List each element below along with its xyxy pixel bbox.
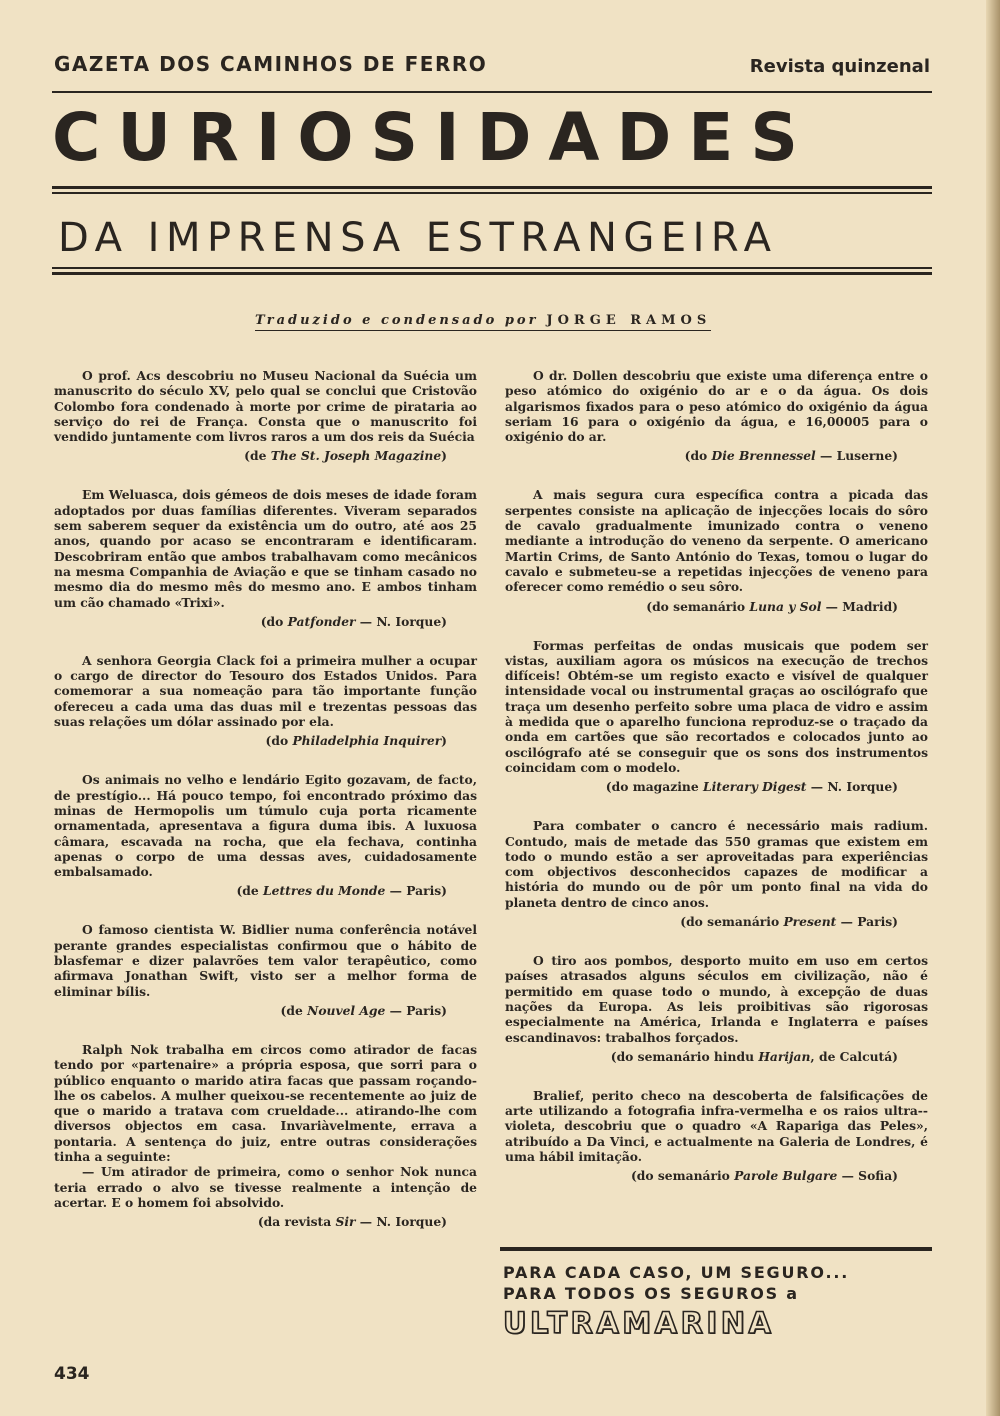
byline	[255, 313, 711, 331]
news-item	[54, 1042, 477, 1230]
item-text: Ralph Nok trabalha em circos como atirador de facas tendo por «partenaire» a própria esposa, que sorri para o público enquanto o marido atira facas que passam roçando-lhe os cabelos. A mulher queixou-se recentemente ao juiz de que o marido a tratava com crueldade... atirando-lhe com diversos objectos em casa. Invariàvelmente, errava a pontaria. A sentença do juiz, entre outras considerações tinha a seguinte:	[54, 1041, 477, 1164]
news-item	[54, 922, 477, 1018]
item-text: Formas perfeitas de ondas musicais que podem ser vistas, auxiliam agora os músicos na execução de trechos difíceis! Obtém-se um registo exacto e visível de qualquer intensidade vocal ou instrumental graças ao oscilógrafo que traça um desenho perfeito sobre uma placa de vidro e assim à medida que o aparelho funciona reproduz-se o traçado da onda em cartões que são recortados e colocados junto ao oscilógrafo até se conseguir que os sons dos instrumentos coincidam com o modelo.	[505, 637, 928, 775]
right-column	[505, 368, 928, 1207]
news-item	[54, 772, 477, 899]
item-text: A senhora Georgia Clack foi a primeira mulher a ocupar o cargo de director do Tesouro dos Estados Unidos. Para comemorar a sua nomeação para tão importante função ofereceu a cada uma das duas mil e trezentas pessoas das suas relações um dólar assinado por ela.	[54, 652, 477, 730]
advert-brand-logo: ULTRAMARINA	[503, 1306, 775, 1340]
item-text: A mais segura cura específica contra a picada das serpentes consiste na aplicação de injecções locais do sôro de cavalo gradualmente imunizado contra o veneno mediante a introdução do veneno da serpente. O americano Martin Crims, de Santo António do Texas, tomou o lugar do cavalo e submeteu-se a repetidas injecções de veneno para oferecer como remédio o seu sôro.	[505, 487, 928, 595]
title-rule-top	[52, 91, 932, 93]
title-rule-bottom	[52, 267, 932, 269]
item-source: (do semanário hindu Harijan, de Calcutá)	[610, 1048, 898, 1064]
news-item	[505, 818, 928, 930]
news-item	[505, 1088, 928, 1184]
byline-prefix: Traduzido e condensado por	[255, 313, 539, 328]
news-item	[54, 368, 477, 464]
item-source: (de Nouvel Age — Paris)	[280, 1002, 447, 1018]
item-source: (de The St. Joseph Magazine)	[244, 448, 447, 464]
item-dialogue: — Um atirador de primeira, como o senhor Nok nunca teria errado o alvo se tivesse realmente a intenção de acertar. E o homem foi absolvido.	[54, 1164, 477, 1210]
item-source: (do semanário Parole Bulgare — Sofia)	[630, 1168, 898, 1184]
item-text: O famoso cientista W. Bidlier numa conferência notável perante grandes especialistas confirmou que o hábito de blasfemar e dizer palavrões tem valor terapêutico, como afirmava Jonathan Swift, visto ser a melhor forma de eliminar bílis.	[54, 922, 477, 999]
item-text: Para combater o cancro é necessário mais radium. Contudo, mais de metade das 550 gramas que existem em todo o mundo estão a ser aproveitadas para experiências com objectivos desconhecidos capazes de modificar a história do mundo ou de pôr um ponto final na vida do planeta dentro de cinco anos.	[505, 818, 928, 910]
title-rule-middle	[52, 186, 932, 189]
page-edge	[986, 0, 1000, 1416]
advert-line-1: PARA CADA CASO, UM SEGURO...	[503, 1263, 850, 1282]
news-item	[54, 653, 477, 749]
news-item	[505, 368, 928, 464]
item-text: Em Weluasca, dois gémeos de dois meses de idade foram adoptados por duas famílias diferentes. Viveram separados sem saberem sequer da existência um do outro, até aos 25 anos, quando por acaso se encontraram e identificaram. Descobriram então que ambos trabalhavam como mecânicos na mesma Companhia de Aviação e que se tinham casado no mesmo dia do mesmo mês do mesmo ano. E ambos tinham um cão chamado «Trixi».	[54, 487, 477, 610]
publication-frequency: Revista quinzenal	[749, 56, 930, 77]
section-subtitle: DA IMPRENSA ESTRANGEIRA	[58, 215, 778, 261]
item-source: (da revista Sir — N. Iorque)	[257, 1214, 447, 1230]
section-title: CURIOSIDADES	[52, 99, 815, 176]
item-source: (do Philadelphia Inquirer)	[265, 733, 447, 749]
advert-line-2: PARA TODOS OS SEGUROS a	[503, 1284, 799, 1303]
item-text: O tiro aos pombos, desporto muito em uso em certos países atrasados alguns séculos em civilização, não é permitido em quase todo o mundo, à excepção de duas nações da Europa. As leis proibitivas são rigorosas especialmente na América, Irlanda e Inglaterra e países escandinavos: trabalhos forçados.	[505, 953, 928, 1045]
item-source: (do magazine Literary Digest — N. Iorque)	[605, 779, 898, 795]
item-source: (do semanário Present — Paris)	[680, 914, 898, 930]
news-item	[505, 953, 928, 1065]
left-column	[54, 368, 477, 1253]
item-source: (do semanário Luna y Sol — Madrid)	[646, 598, 898, 614]
news-item	[54, 487, 477, 629]
item-text: Bralief, perito checo na descoberta de falsificações de arte utilizando a fotografia infra-vermelha e os raios ultra--violeta, descobriu que o quadro «A Rapariga das Peles», atribuído a Da Vinci, e actualmente na Galeria de Londres, é uma hábil imitação.	[505, 1087, 928, 1164]
news-item	[505, 638, 928, 796]
byline-author: JORGE RAMOS	[546, 313, 712, 328]
item-text: O prof. Acs descobriu no Museu Nacional da Suécia um manuscrito do século XV, pelo qual se conclui que Cristovão Colombo fora condenado à morte por crime de pirataria ao serviço do rei de França. Consta que o manuscrito foi vendido juntamente com livros raros a um dos reis da Suécia	[54, 368, 477, 445]
item-text: Os animais no velho e lendário Egito gozavam, de facto, de prestígio... Há pouco tempo, foi encontrado próximo das minas de Hermopolis um túmulo cuja porta ricamente ornamentada, apresentava a figura duma ibis. A luxuosa câmara, escavada na rocha, que ela fechava, continha apenas o corpo de uma dessas aves, cuidadosamente embalsamado.	[54, 772, 477, 880]
title-rule-bottom-2	[52, 272, 932, 275]
item-text: O dr. Dollen descobriu que existe uma diferença entre o peso atómico do oxigénio do ar e o da água. Os dois algarismos fixados para o peso atómico do oxigénio da água seriam 16 para o oxigénio da água, e 16,00005 para o oxigénio do ar.	[505, 368, 928, 445]
title-rule-middle-2	[52, 192, 932, 194]
item-source: (do Die Brennessel — Luserne)	[684, 448, 898, 464]
publication-name: GAZETA DOS CAMINHOS DE FERRO	[54, 52, 488, 76]
item-source: (do Patfonder — N. Iorque)	[260, 613, 447, 629]
item-source: (de Lettres du Monde — Paris)	[236, 883, 447, 899]
news-item	[505, 487, 928, 614]
page-number: 434	[54, 1364, 90, 1384]
advert-rule	[500, 1247, 932, 1251]
